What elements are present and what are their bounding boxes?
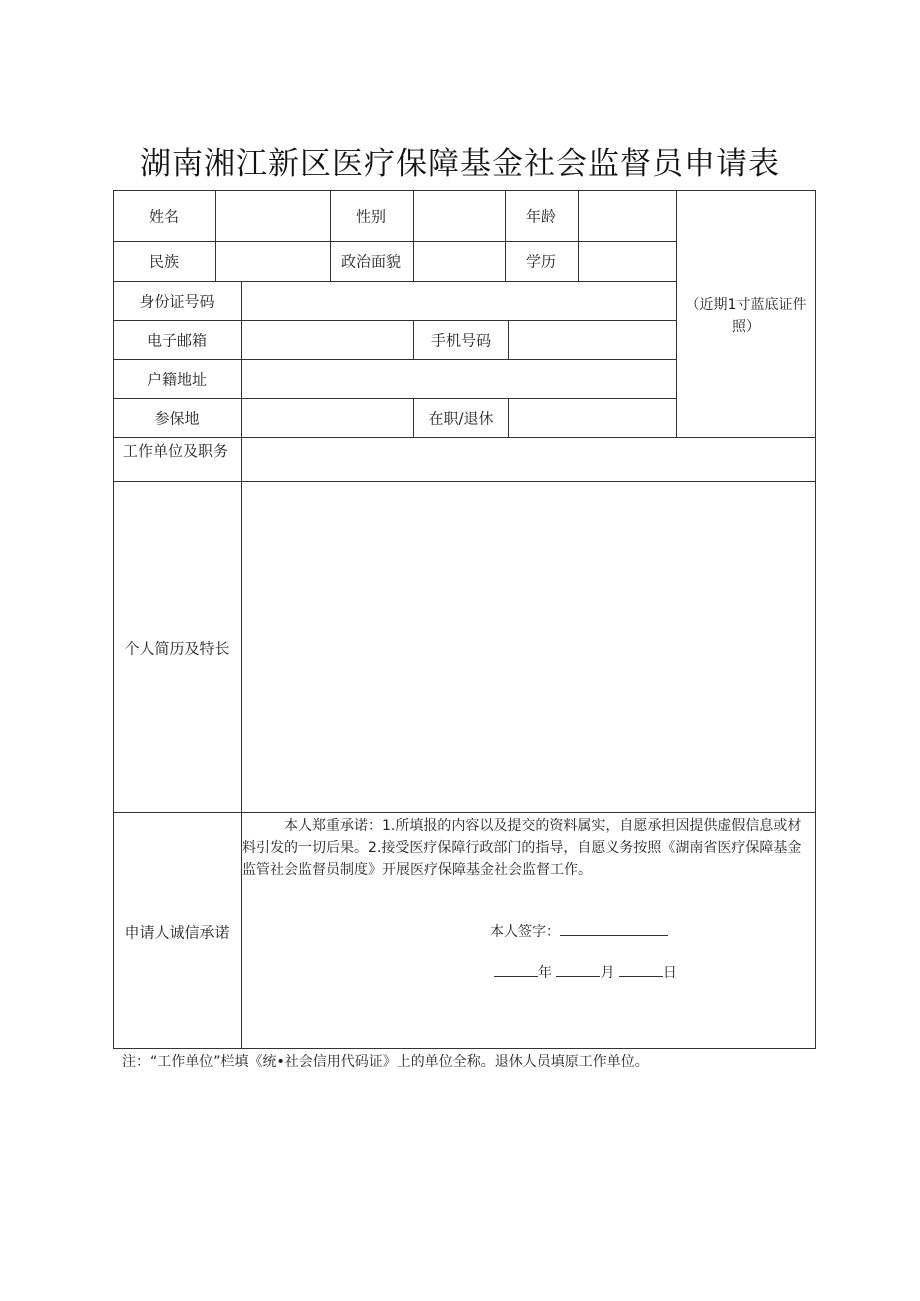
email-field[interactable] [242, 321, 413, 359]
resume-field[interactable] [242, 482, 815, 812]
signature-row [490, 921, 668, 941]
footnote: 注：“工作单位”栏填《统•社会信用代码证》上的单位全称。退休人员填原工作单位。 [122, 1054, 649, 1070]
col-divider [413, 398, 414, 438]
col-divider [505, 190, 506, 282]
pledge-label: 申请人诚信承诺 [124, 923, 230, 942]
name-field[interactable] [216, 191, 330, 241]
col-divider [413, 320, 414, 360]
household-address-field[interactable] [242, 360, 676, 398]
gender-label: 性别 [355, 207, 387, 226]
pledge-text: 本人郑重承诺：1.所填报的内容以及提交的资料属实，自愿承担因提供虚假信息或材料引发的一切后果。2.接受医疗保障行政部门的指导，自愿义务按照《湖南省医疗保障基金监管社会监督员制度》开展医疗保障基金社会监督工作。 [242, 818, 802, 878]
ethnicity-label: 民族 [148, 252, 180, 271]
gender-field[interactable] [414, 191, 505, 241]
insured-place-field[interactable] [242, 399, 413, 437]
insured-place-label: 参保地 [154, 409, 200, 428]
political-status-field[interactable] [414, 242, 505, 281]
date-row [494, 962, 677, 982]
id-number-label: 身份证号码 [139, 292, 215, 311]
table-border-bottom [113, 1048, 816, 1049]
row-divider [113, 812, 816, 813]
id-number-field[interactable] [242, 282, 676, 320]
phone-label: 手机号码 [430, 331, 492, 350]
month-blank[interactable] [556, 963, 600, 977]
age-label: 年龄 [525, 207, 557, 226]
photo-placeholder[interactable]: （近期1寸蓝底证件照） [685, 297, 807, 335]
work-unit-field[interactable] [242, 438, 815, 481]
work-unit-label: 工作单位及职务 [123, 442, 229, 460]
household-address-label: 户籍地址 [146, 370, 208, 389]
email-label: 电子邮箱 [146, 331, 208, 350]
application-form-table [113, 190, 816, 1049]
phone-field[interactable] [509, 321, 676, 359]
table-border-right [815, 190, 816, 1049]
col-divider [330, 190, 331, 282]
age-field[interactable] [579, 191, 676, 241]
resume-label: 个人简历及特长 [124, 639, 230, 658]
political-status-label: 政治面貌 [340, 252, 402, 271]
day-blank[interactable] [619, 963, 663, 977]
day-label: 日 [662, 965, 677, 981]
year-blank[interactable] [494, 963, 538, 977]
table-border-left [113, 190, 114, 1049]
signature-label: 本人签字： [490, 924, 560, 940]
form-title: 湖南湘江新区医疗保障基金社会监督员申请表 [140, 146, 780, 182]
education-label: 学历 [525, 252, 557, 271]
month-label: 月 [600, 965, 615, 981]
name-label: 姓名 [148, 207, 180, 226]
signature-line[interactable] [560, 922, 668, 936]
ethnicity-field[interactable] [216, 242, 330, 281]
employment-status-field[interactable] [509, 399, 676, 437]
employment-status-label: 在职/退休 [428, 409, 494, 428]
year-label: 年 [538, 965, 552, 981]
education-field[interactable] [579, 242, 676, 281]
